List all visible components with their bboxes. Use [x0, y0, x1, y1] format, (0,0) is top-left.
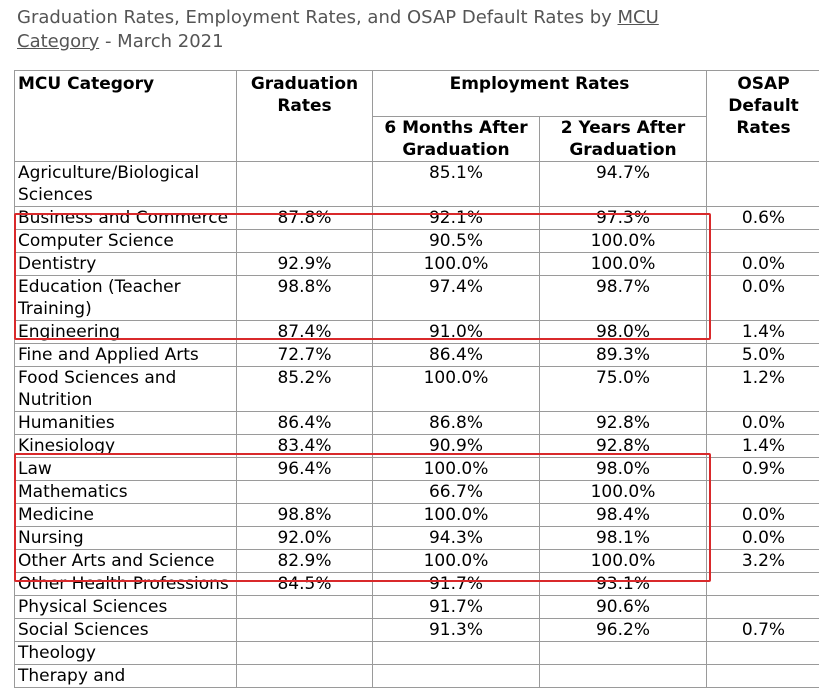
cell-osap-default-rate: 0.0% — [707, 504, 819, 527]
mcu-link[interactable]: MCU — [617, 7, 659, 28]
cell-six-months-rate: 86.4% — [373, 344, 540, 367]
cell-osap-default-rate — [707, 573, 819, 596]
cell-osap-default-rate: 0.0% — [707, 412, 819, 435]
cell-two-years-rate: 100.0% — [540, 481, 707, 504]
cell-category: Physical Sciences — [15, 596, 237, 619]
cell-category: Medicine — [15, 504, 237, 527]
cell-graduation-rate: 98.8% — [237, 504, 373, 527]
cell-category: Other Arts and Science — [15, 550, 237, 573]
cell-category: Computer Science — [15, 230, 237, 253]
cell-graduation-rate: 86.4% — [237, 412, 373, 435]
table-row — [15, 344, 819, 367]
title-suffix: - March 2021 — [99, 31, 224, 52]
cell-osap-default-rate: 0.0% — [707, 253, 819, 276]
table-row — [15, 276, 819, 321]
table-row — [15, 435, 819, 458]
cell-two-years-rate: 75.0% — [540, 367, 707, 412]
cell-osap-default-rate — [707, 481, 819, 504]
cell-six-months-rate: 91.7% — [373, 573, 540, 596]
cell-two-years-rate: 100.0% — [540, 550, 707, 573]
cell-graduation-rate — [237, 619, 373, 642]
table-row — [15, 550, 819, 573]
cell-six-months-rate: 91.0% — [373, 321, 540, 344]
cell-category: Other Health Professions — [15, 573, 237, 596]
table-row — [15, 230, 819, 253]
cell-category: Mathematics — [15, 481, 237, 504]
cell-category: Education (Teacher Training) — [15, 276, 237, 321]
table-row — [15, 573, 819, 596]
header-osap-default-rates: OSAP Default Rates — [707, 71, 819, 162]
cell-osap-default-rate: 1.4% — [707, 321, 819, 344]
cell-two-years-rate — [540, 642, 707, 665]
cell-two-years-rate: 93.1% — [540, 573, 707, 596]
cell-six-months-rate: 90.9% — [373, 435, 540, 458]
cell-osap-default-rate: 0.0% — [707, 276, 819, 321]
table-row — [15, 162, 819, 207]
header-graduation-rates: Graduation Rates — [237, 71, 373, 162]
cell-graduation-rate: 82.9% — [237, 550, 373, 573]
cell-six-months-rate: 100.0% — [373, 550, 540, 573]
header-two-years: 2 Years After Graduation — [540, 117, 707, 162]
cell-osap-default-rate — [707, 230, 819, 253]
cell-six-months-rate: 92.1% — [373, 207, 540, 230]
cell-two-years-rate: 100.0% — [540, 230, 707, 253]
header-employment-rates: Employment Rates — [373, 71, 707, 117]
cell-six-months-rate: 97.4% — [373, 276, 540, 321]
table-row — [15, 207, 819, 230]
cell-osap-default-rate — [707, 665, 819, 688]
table-row — [15, 665, 819, 688]
cell-two-years-rate: 92.8% — [540, 412, 707, 435]
cell-category: Business and Commerce — [15, 207, 237, 230]
cell-six-months-rate: 100.0% — [373, 367, 540, 412]
table-row — [15, 412, 819, 435]
cell-category: Dentistry — [15, 253, 237, 276]
cell-osap-default-rate: 0.9% — [707, 458, 819, 481]
cell-osap-default-rate — [707, 162, 819, 207]
cell-six-months-rate: 100.0% — [373, 458, 540, 481]
cell-category: Agriculture/Biological Sciences — [15, 162, 237, 207]
cell-two-years-rate: 97.3% — [540, 207, 707, 230]
cell-two-years-rate: 89.3% — [540, 344, 707, 367]
cell-category: Engineering — [15, 321, 237, 344]
cell-category: Theology — [15, 642, 237, 665]
header-mcu-category: MCU Category — [15, 71, 237, 162]
cell-six-months-rate — [373, 665, 540, 688]
cell-six-months-rate: 66.7% — [373, 481, 540, 504]
category-link[interactable]: Category — [17, 31, 100, 52]
cell-category: Fine and Applied Arts — [15, 344, 237, 367]
cell-graduation-rate: 96.4% — [237, 458, 373, 481]
cell-graduation-rate — [237, 642, 373, 665]
cell-category: Social Sciences — [15, 619, 237, 642]
page-title — [17, 6, 807, 54]
table-row — [15, 642, 819, 665]
cell-six-months-rate — [373, 642, 540, 665]
cell-six-months-rate: 100.0% — [373, 253, 540, 276]
cell-two-years-rate: 90.6% — [540, 596, 707, 619]
cell-graduation-rate: 98.8% — [237, 276, 373, 321]
cell-graduation-rate: 92.9% — [237, 253, 373, 276]
cell-osap-default-rate: 0.0% — [707, 527, 819, 550]
table-row — [15, 504, 819, 527]
cell-category: Law — [15, 458, 237, 481]
cell-osap-default-rate: 0.7% — [707, 619, 819, 642]
cell-two-years-rate: 98.7% — [540, 276, 707, 321]
cell-graduation-rate: 72.7% — [237, 344, 373, 367]
table-row — [15, 619, 819, 642]
cell-two-years-rate: 94.7% — [540, 162, 707, 207]
cell-graduation-rate — [237, 230, 373, 253]
cell-osap-default-rate — [707, 596, 819, 619]
cell-six-months-rate: 91.3% — [373, 619, 540, 642]
cell-category: Nursing — [15, 527, 237, 550]
cell-osap-default-rate: 5.0% — [707, 344, 819, 367]
cell-two-years-rate: 98.1% — [540, 527, 707, 550]
header-six-months: 6 Months After Graduation — [373, 117, 540, 162]
cell-six-months-rate: 91.7% — [373, 596, 540, 619]
cell-osap-default-rate: 1.4% — [707, 435, 819, 458]
table-row — [15, 321, 819, 344]
cell-six-months-rate: 100.0% — [373, 504, 540, 527]
table-row — [15, 458, 819, 481]
cell-six-months-rate: 90.5% — [373, 230, 540, 253]
table-row — [15, 527, 819, 550]
table-row — [15, 367, 819, 412]
cell-two-years-rate: 92.8% — [540, 435, 707, 458]
table-row — [15, 481, 819, 504]
rates-table — [14, 70, 819, 688]
cell-osap-default-rate: 3.2% — [707, 550, 819, 573]
table-body — [15, 162, 819, 688]
cell-graduation-rate — [237, 665, 373, 688]
cell-graduation-rate: 85.2% — [237, 367, 373, 412]
cell-category: Kinesiology — [15, 435, 237, 458]
cell-graduation-rate: 83.4% — [237, 435, 373, 458]
cell-osap-default-rate — [707, 642, 819, 665]
cell-six-months-rate: 85.1% — [373, 162, 540, 207]
cell-two-years-rate: 96.2% — [540, 619, 707, 642]
cell-two-years-rate: 98.4% — [540, 504, 707, 527]
cell-six-months-rate: 86.8% — [373, 412, 540, 435]
cell-two-years-rate — [540, 665, 707, 688]
cell-graduation-rate: 87.4% — [237, 321, 373, 344]
cell-category: Therapy and — [15, 665, 237, 688]
cell-graduation-rate: 92.0% — [237, 527, 373, 550]
title-prefix: Graduation Rates, Employment Rates, and OSAP Default Rates by — [17, 7, 618, 28]
cell-category: Food Sciences and Nutrition — [15, 367, 237, 412]
cell-two-years-rate: 100.0% — [540, 253, 707, 276]
cell-graduation-rate — [237, 162, 373, 207]
cell-graduation-rate — [237, 596, 373, 619]
cell-two-years-rate: 98.0% — [540, 458, 707, 481]
cell-osap-default-rate: 0.6% — [707, 207, 819, 230]
cell-osap-default-rate: 1.2% — [707, 367, 819, 412]
cell-graduation-rate — [237, 481, 373, 504]
rates-table-wrapper — [14, 70, 819, 688]
cell-graduation-rate: 87.8% — [237, 207, 373, 230]
table-row — [15, 253, 819, 276]
cell-two-years-rate: 98.0% — [540, 321, 707, 344]
cell-graduation-rate: 84.5% — [237, 573, 373, 596]
cell-six-months-rate: 94.3% — [373, 527, 540, 550]
table-row — [15, 596, 819, 619]
cell-category: Humanities — [15, 412, 237, 435]
